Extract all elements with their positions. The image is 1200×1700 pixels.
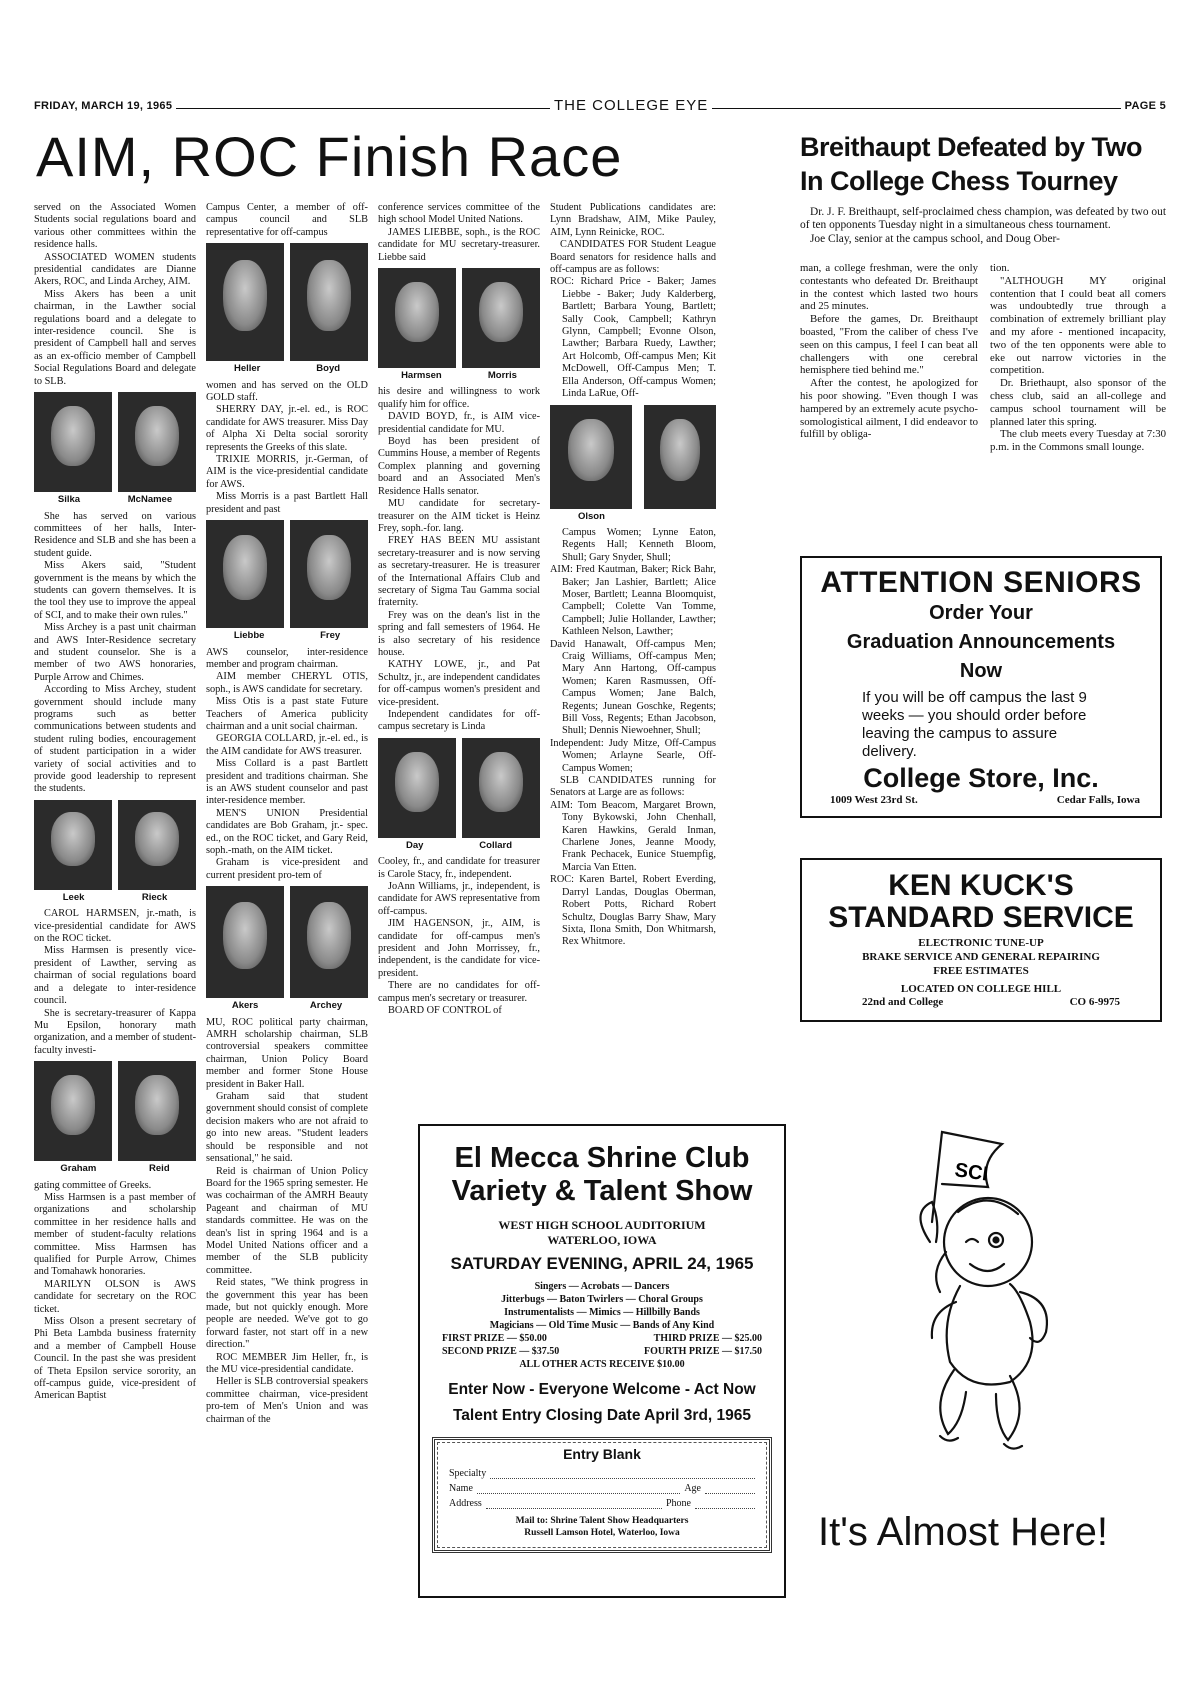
kuck-ad-title: STANDARD SERVICE — [828, 901, 1134, 934]
paragraph: Miss Akers said, "Student government is the means by which the students can govern themselves. It is the tool they use to improve the appeal of SCI, and to make their own rules." — [34, 560, 196, 621]
main-headline: AIM, ROC Finish Race — [36, 125, 623, 188]
venue-line: WATERLOO, IOWA — [547, 1233, 657, 1247]
portrait-photo — [462, 738, 540, 838]
address-phone-field[interactable]: Address Phone — [449, 1498, 755, 1509]
photo-caption: Silka McNamee — [57, 494, 173, 506]
paragraph: KATHY LOWE, jr., and Pat Schultz, jr., are independent candidates for off-campus women's president and vice-president. — [378, 659, 540, 708]
paragraph: She is secretary-treasurer of Kappa Mu Epsilon, honorary math organization, and a member of student-faculty investi- — [34, 1007, 196, 1056]
photo-caption: Liebbe Frey — [233, 630, 341, 642]
paragraph: his desire and willingness to work qualify him for office. — [378, 386, 540, 410]
name-age-field[interactable]: Name Age — [449, 1483, 755, 1494]
shrine-ad-title: El Mecca Shrine Club — [454, 1142, 750, 1174]
paragraph: JAMES LIEBBE, soph., is the ROC candidate for MU secretary-treasurer. Liebbe said — [378, 226, 540, 263]
portrait-photo — [118, 800, 196, 890]
act-line: Jitterbugs — Baton Twirlers — Choral Groups — [501, 1294, 703, 1305]
photo-pair — [206, 243, 368, 361]
portrait-photo — [290, 520, 368, 628]
paragraph: Miss Olson a present secretary of Phi Beta Lambda business fraternity and a member of Campbell House Council. In the past she was president of Theta Epsilon service sorority, an off-campus guide, vice-president of American Baptist — [34, 1316, 196, 1402]
portrait-photo — [118, 1061, 196, 1161]
kuck-ad — [800, 858, 1162, 1022]
kuck-ad-services — [802, 936, 1160, 996]
prize-row: FIRST PRIZE — $50.00 THIRD PRIZE — $25.00 — [442, 1333, 762, 1344]
paragraph: She has served on various committees of her halls, Inter-Residence and SLB and she has been a student guide. — [34, 510, 196, 559]
portrait-photo — [34, 800, 112, 890]
mail-line: Mail to: Shrine Talent Show Headquarters — [515, 1516, 689, 1526]
photo-caption: Harmsen Morris — [401, 370, 517, 382]
paragraph: Independent candidates for off-campus secretary is Linda — [378, 709, 540, 733]
article-column-2 — [206, 202, 368, 1614]
prize-note: ALL OTHER ACTS RECEIVE $10.00 — [519, 1359, 685, 1370]
paragraph: The club meets every Tuesday at 7:30 p.m. in the Commons small lounge. — [990, 428, 1166, 454]
photo-pair — [206, 886, 368, 998]
portrait-photo — [206, 243, 284, 361]
photo-caption: Leek Rieck — [62, 891, 168, 903]
paragraph: Frey was on the dean's list in the spring and fall semesters of 1964. He is also secretary of his residence house. — [378, 609, 540, 658]
paragraph: AIM: Tom Beacom, Margaret Brown, Tony Bykowski, John Chenhall, Karen Hawkins, Gerald Inman, Charlene Jones, Jeanne Moody, Frank Pechacek, Eunice Stuempfig, Marcia Van Etten. — [550, 799, 716, 873]
seniors-ad-line: Graduation Announcements — [846, 631, 1116, 653]
photo-pair — [34, 392, 196, 492]
paragraph: man, a college freshman, were the only contestants who defeated Dr. Breithaupt in the contest which lasted two hours and 25 minutes. — [800, 262, 978, 313]
paragraph: Joe Clay, senior at the campus school, and Doug Ober- — [810, 232, 1060, 245]
portrait-photo — [206, 520, 284, 628]
paragraph: JIM HAGENSON, jr., AIM, is candidate for off-campus men's president and John Morrissey, fr., independent, is the candidate for vice-president. — [378, 918, 540, 979]
paragraph: Dr. Briethaupt, also sponsor of the chess club, said an all-college and campus school tournament will be planned later this spring. — [990, 377, 1166, 428]
service-line: ELECTRONIC TUNE-UP — [918, 937, 1044, 949]
paragraph: Graham is vice-president and current president pro-tem of — [206, 857, 368, 881]
paragraph: ROC: Richard Price - Baker; James Liebbe - Baker; Judy Kalderberg, Bartlett; Barbara Young, Bartlett; Sally Cook, Campbell; Kathryn Glynn, Campbell; Evonne Olson, Lawther; Barbara Ruedy, Lawther; Art Holcomb, Off-campus Men; Kit McDowell, Off-Campus Men; T. Ella Anderson, Off-campus Women; Linda LaRue, Off- — [550, 276, 716, 400]
paragraph: Campus Women; Lynne Eaton, Regents Hall; Kenneth Bloom, Shull; Gary Snyder, Shull; — [562, 526, 716, 563]
photo-caption: Graham Reid — [60, 1163, 170, 1175]
store-street: 1009 West 23rd St. — [830, 794, 918, 806]
portrait-photo — [34, 392, 112, 492]
portrait-photo — [550, 405, 632, 509]
paragraph: Heller is SLB controversial speakers committee chairman, vice-president pro-tem of Men's Union and was chairman of the — [206, 1376, 368, 1425]
call-to-action: Enter Now - Everyone Welcome - Act Now — [448, 1381, 756, 1398]
paragraph: There are no candidates for off-campus men's secretary or treasurer. — [378, 980, 540, 1004]
paragraph: David Hanawalt, Off-campus Men; Craig Williams, Off-campus Men; Mary Ann Hartong, Off-campus Women; Karen Rasmussen, Off-Campus Women; Jane Balch, Regents; Junean Goschke, Regents; Bill Voss, Regents; Ethan Jacobson, Shull; Dennis Niewoehner, Shull; — [550, 638, 716, 737]
paragraph: conference services committee of the high school Model United Nations. — [378, 202, 540, 226]
paragraph: AIM member CHERYL OTIS, soph., is AWS candidate for secretary. — [206, 671, 368, 695]
paragraph: "ALTHOUGH MY original contention that I could beat all comers was undoubtedly true through a combination of extremely brilliant play and my afore - mentioned incapacity, two of the ten opponents were able to eke out narrow victories in the competition. — [990, 274, 1166, 377]
photo-pair — [206, 520, 368, 628]
photo-pair — [550, 405, 716, 509]
page-number: PAGE 5 — [1121, 100, 1170, 112]
paragraph: SHERRY DAY, jr.-el. ed., is ROC candidate for AWS treasurer. Miss Day of Alpha Xi Delta social sorority represents the Greeks of this slate. — [206, 404, 368, 453]
photo-caption: Day Collard — [405, 839, 513, 851]
seniors-ad-line: Order Your — [929, 602, 1033, 624]
pennant-text: SCI — [953, 1159, 990, 1186]
paragraph: served on the Associated Women Students social regulations board and various other committees within the residence halls. — [34, 202, 196, 251]
chess-column-b — [990, 262, 1166, 532]
service-line: LOCATED ON COLLEGE HILL — [900, 983, 1062, 995]
shrine-ad-title: Variety & Talent Show — [451, 1175, 753, 1207]
store-city: Cedar Falls, Iowa — [1056, 794, 1140, 806]
store-name: College Store, Inc. — [863, 763, 1099, 793]
paragraph: According to Miss Archey, student government should include many programs such as better communications between students and student ruling bodies, encouragement of student participation in a wider variety of social activities and to provide good leadership to represent the students. — [34, 684, 196, 795]
entry-blank[interactable] — [432, 1437, 772, 1553]
photo-pair — [34, 800, 196, 890]
paragraph: women and has served on the OLD GOLD staff. — [206, 379, 368, 404]
paragraph: MU candidate for secretary-treasurer on the AIM ticket is Heinz Frey, soph.-for. lang. — [378, 498, 540, 534]
prize-row: SECOND PRIZE — $37.50 FOURTH PRIZE — $17.50 — [442, 1346, 762, 1357]
paragraph: tion. — [990, 262, 1010, 274]
photo-pair — [378, 268, 540, 368]
act-line: Instrumentalists — Mimics — Hillbilly Bands — [504, 1307, 700, 1318]
closing-date: Talent Entry Closing Date April 3rd, 1965 — [452, 1407, 752, 1424]
paragraph: Miss Collard is a past Bartlett president and traditions chairman. She is an AWS student counselor and past inter-residence member. — [206, 758, 368, 807]
paragraph: TRIXIE MORRIS, jr.-German, of AIM is the vice-presidential candidate for AWS. — [206, 454, 368, 490]
entry-blank-title: Entry Blank — [563, 1446, 641, 1462]
portrait-photo — [644, 405, 716, 509]
portrait-photo — [378, 738, 456, 838]
kuck-address: 22nd and College — [862, 996, 944, 1008]
venue-line: WEST HIGH SCHOOL AUDITORIUM — [498, 1218, 706, 1232]
paragraph: ROC MEMBER Jim Heller, fr., is the MU vice-presidential candidate. — [206, 1351, 368, 1375]
store-address — [802, 794, 1160, 806]
issue-date: FRIDAY, MARCH 19, 1965 — [30, 100, 176, 112]
paper-name: THE COLLEGE EYE — [550, 97, 712, 114]
portrait-photo — [290, 243, 368, 361]
paragraph: AWS counselor, inter-residence member and program chairman. — [206, 646, 368, 670]
paragraph: SLB CANDIDATES running for Senators at Large are as follows: — [550, 775, 716, 799]
promo-tagline: It's Almost Here! — [818, 1510, 1108, 1554]
article-column-1 — [34, 202, 196, 1614]
article-column-4 — [550, 202, 716, 1064]
portrait-photo — [378, 268, 456, 368]
act-line: Magicians — Old Time Music — Bands of Any Kind — [489, 1320, 715, 1331]
paragraph: Boyd has been president of Cummins House, a member of Regents Complex planning and governing board and an Associated Men's Residence Halls senator. — [378, 436, 540, 497]
paragraph: FREY HAS BEEN MU assistant secretary-treasurer and is now serving as secretary-treasurer. He is treasurer of the International Affairs Club and secretary of Sigma Tau Gamma social fraternity. — [378, 535, 540, 609]
kuck-phone: CO 6-9975 — [1069, 996, 1120, 1008]
paragraph: After the contest, he apologized for his poor showing. "Even though I was hampered by an extremely acute psycho-somologistical ailment, I did endeavor to fulfill by obliga- — [800, 377, 978, 441]
paragraph: MEN'S UNION Presidential candidates are Bob Graham, jr.- spec. ed., on the ROC ticket, and Gary Reid, soph.-math, on the AIM ticket. — [206, 807, 368, 856]
paragraph: ASSOCIATED WOMEN students presidential candidates are Dianne Akers, ROC, and Linda Archey, AIM. — [34, 251, 196, 288]
photo-pair — [34, 1061, 196, 1161]
photo-pair — [378, 738, 540, 838]
sci-mascot-illustration — [870, 1092, 1090, 1482]
service-line: BRAKE SERVICE AND GENERAL REPAIRING — [862, 951, 1100, 963]
seniors-ad-line: Now — [959, 660, 1003, 682]
shrine-ad — [418, 1124, 786, 1598]
seniors-ad — [800, 556, 1162, 818]
paragraph: Miss Harmsen is a past member of organizations and scholarship committee in her residence halls and member of student-faculty relations committee. Miss Harmsen has qualified for Purple Arrow, Chimes and Tomahawk honoraries. — [34, 1191, 196, 1278]
event-date: SATURDAY EVENING, APRIL 24, 1965 — [450, 1254, 754, 1273]
paragraph: Miss Archey is a past unit chairman and AWS Inter-Residence secretary and student counselor. She is a member of two AWS honoraries, Purple Arrow and Chimes. — [34, 622, 196, 683]
act-list — [420, 1280, 784, 1332]
photo-caption: Olson — [578, 510, 605, 522]
service-line: FREE ESTIMATES — [933, 965, 1029, 977]
paragraph: MU, ROC political party chairman, AMRH scholarship chairman, SLB controversial speakers committee chairman, Union Policy Board member and former Stone House president in Baker Hall. — [206, 1016, 368, 1090]
portrait-photo — [206, 886, 284, 998]
paragraph: Dr. J. F. Breithaupt, self-proclaimed chess champion, was defeated by two out of ten opponents Tuesday night in a simultaneous chess tournament. — [800, 206, 1166, 232]
paragraph: Miss Otis is a past state Future Teachers of America publicity chairman and a unit social chairman. — [206, 696, 368, 732]
kuck-ad-contact — [802, 996, 1160, 1008]
portrait-photo — [462, 268, 540, 368]
paragraph: Before the games, Dr. Breithaupt boasted, "From the caliber of chess I've seen on this campus, I feel I can beat all challengers with one cerebral hemisphere tied behind me." — [800, 313, 978, 377]
chess-headline-1: Breithaupt Defeated by Two — [800, 132, 1143, 162]
photo-caption: Akers Archey — [231, 1000, 343, 1012]
paragraph: Miss Harmsen is presently vice-president of Lawther, serving as chairman of social regulations board and a delegate to inter-residence council. — [34, 945, 196, 1007]
paragraph: AIM: Fred Kautman, Baker; Rick Bahr, Baker; Jan Lashier, Bartlett; Alice Moser, Bartlett; Leanna Bloomquist, Campbell; Colette Van Tomme, Campbell; Julie Hollander, Lawther; Kathleen Nelson, Lawther; — [550, 564, 716, 638]
specialty-field[interactable]: Specialty — [449, 1468, 755, 1479]
paragraph: Independent: Judy Mitze, Off-Campus Women; Arlayne Searle, Off-Campus Women; — [550, 737, 716, 774]
paragraph: Reid is chairman of Union Policy Board for the 1965 spring semester. He was cochairman of the AMRH Beauty Pageant and chairman of MU standards committee. He was on the dean's list in spring 1964 and is a Model United Nations officer and a member of the SLB publicity committee. — [206, 1165, 368, 1276]
paragraph: JoAnn Williams, jr., independent, is candidate for AWS representative from off-campus. — [378, 881, 540, 917]
paragraph: ROC: Karen Bartel, Robert Everding, Darryl Landas, Douglas Oberman, Robert Potts, Richard Robert Schultz, Douglas Barry Shaw, Mary Sixta, Ilona Smith, Don Whitmarsh, Rex Whitmore. — [550, 874, 716, 948]
paragraph: GEORGIA COLLARD, jr.-el. ed., is the AIM candidate for AWS treasurer. — [206, 733, 368, 757]
paragraph: Miss Morris is a past Bartlett Hall president and past — [206, 491, 368, 515]
portrait-photo — [34, 1061, 112, 1161]
paragraph: Student Publications candidates are: Lynn Bradshaw, AIM, Mike Pauley, AIM, Lynn Reinicke, ROC. — [550, 202, 716, 238]
photo-caption: Heller Boyd — [233, 363, 341, 375]
seniors-ad-body: If you will be off campus the last 9 weeks — you should order before leaving the campus to assure delivery. — [862, 689, 1087, 760]
chess-column-a — [800, 262, 978, 532]
chess-lead — [800, 206, 1166, 246]
mail-line: Russell Lamson Hotel, Waterloo, Iowa — [524, 1528, 680, 1538]
paragraph: Miss Akers has been a unit chairman, in the Lawther social regulations board and a delegate to inter-residence council. She is president of Campbell hall and serves as an ex-officio member of Campbell Social Regulations Board and delegate to SLB. — [34, 288, 196, 387]
paragraph: BOARD OF CONTROL of — [388, 1005, 502, 1017]
paragraph: DAVID BOYD, fr., is AIM vice-presidential candidate for MU. — [378, 411, 540, 435]
article-column-3 — [378, 202, 540, 1064]
chess-headline-2: In College Chess Tourney — [800, 166, 1118, 196]
kuck-ad-title: KEN KUCK'S — [888, 869, 1074, 902]
paragraph: gating committee of Greeks. — [34, 1179, 152, 1191]
paragraph: Graham said that student government should consist of complete decision makers who are not afraid to go into new areas. "Student leaders should be responsible and not sensational," he said. — [206, 1091, 368, 1165]
seniors-ad-title: ATTENTION SENIORS — [820, 566, 1142, 599]
paragraph: MARILYN OLSON is AWS candidate for secretary on the ROC ticket. — [34, 1278, 196, 1315]
paragraph: CAROL HARMSEN, jr.-math, is vice-presidential candidate for AWS on the ROC ticket. — [34, 908, 196, 945]
act-line: Singers — Acrobats — Dancers — [534, 1281, 670, 1292]
paragraph: Campus Center, a member of off-campus council and SLB representative for off-campus — [206, 202, 368, 238]
portrait-photo — [290, 886, 368, 998]
portrait-photo — [118, 392, 196, 492]
paragraph: Cooley, fr., and candidate for treasurer is Carole Stacy, fr., independent. — [378, 856, 540, 880]
paragraph: CANDIDATES FOR Student League Board senators for residence halls and off-campus are as follows: — [550, 239, 716, 276]
masthead — [30, 97, 1170, 118]
paragraph: Reid states, "We think progress in the government this year has been made, but not quickly enough. More people are needed. We've got to go forward faster, not start off in a new direction." — [206, 1277, 368, 1351]
